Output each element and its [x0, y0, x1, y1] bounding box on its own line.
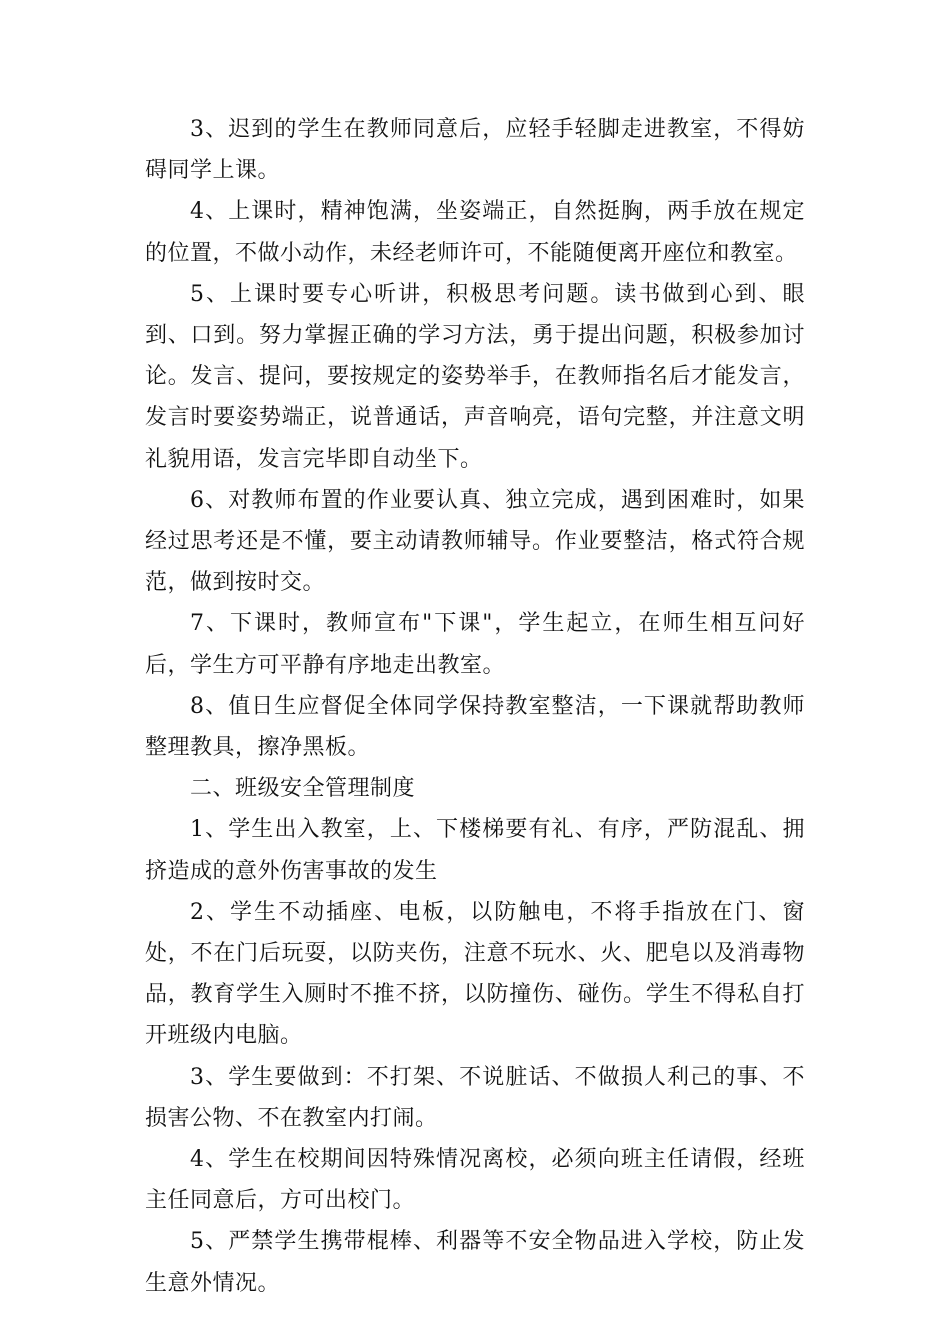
- section-heading-safety: 二、班级安全管理制度: [190, 776, 416, 802]
- paragraph-rule-3-late: 3、迟到的学生在教师同意后，应轻手轻脚走进教室，不得妨碍同学上课。: [145, 117, 805, 184]
- paragraph-rule-7-dismissal: 7、下课时，教师宣布"下课"，学生起立，在师生相互问好后，学生方可平静有序地走出教室。: [145, 611, 805, 678]
- paragraph-safety-5: 5、严禁学生携带棍棒、利器等不安全物品进入学校，防止发生意外情况。: [145, 1229, 805, 1296]
- paragraph-safety-1: 1、学生出入教室，上、下楼梯要有礼、有序，严防混乱、拥挤造成的意外伤害事故的发生: [145, 817, 805, 884]
- paragraph-rule-8-duty: 8、值日生应督促全体同学保持教室整洁，一下课就帮助教师整理教具，擦净黑板。: [145, 693, 805, 761]
- paragraph-rule-5-listening: 5、上课时要专心听讲，积极思考问题。读书做到心到、眼到、口到。努力掌握正确的学习方法，勇于提出问题，积极参加讨论。发言、提问，要按规定的姿势举手，在教师指名后才能发言，发言时要姿势端正，说普通话，声音响亮，语句完整，并注意文明礼貌用语，发言完毕即自动坐下。: [145, 281, 805, 472]
- paragraph-rule-4-posture: 4、上课时，精神饱满，坐姿端正，自然挺胸，两手放在规定的位置，不做小动作，未经老师许可，不能随便离开座位和教室。: [145, 199, 805, 266]
- paragraph-safety-3: 3、学生要做到：不打架、不说脏话、不做损人利己的事、不损害公物、不在教室内打闹。: [145, 1064, 805, 1131]
- paragraph-safety-2: 2、学生不动插座、电板，以防触电，不将手指放在门、窗处，不在门后玩耍，以防夹伤，注意不玩水、火、肥皂以及消毒物品，教育学生入厕时不推不挤，以防撞伤、碰伤。学生不得私自打开班级内电脑。: [145, 899, 805, 1049]
- paragraph-safety-4: 4、学生在校期间因特殊情况离校，必须向班主任请假，经班主任同意后，方可出校门。: [145, 1147, 805, 1214]
- document-body: [145, 109, 805, 1304]
- paragraph-rule-6-homework: 6、对教师布置的作业要认真、独立完成，遇到困难时，如果经过思考还是不懂，要主动请教师辅导。作业要整洁，格式符合规范，做到按时交。: [145, 487, 805, 596]
